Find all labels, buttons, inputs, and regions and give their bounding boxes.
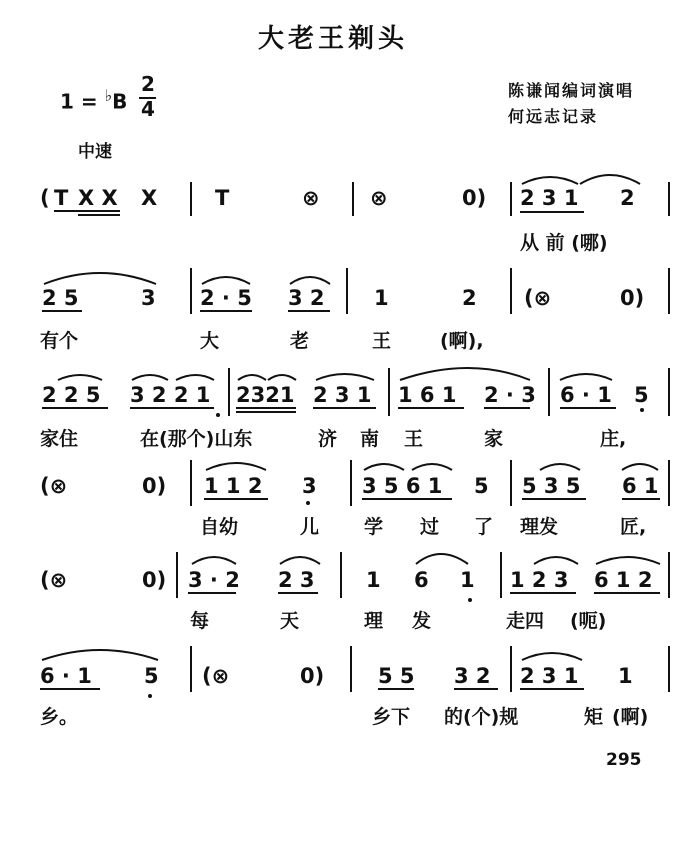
tempo-marking: 中速 <box>78 142 112 162</box>
note: (⊗ <box>524 286 552 310</box>
slur <box>416 554 468 564</box>
lyric: 济 <box>318 428 338 450</box>
note: 5 <box>474 474 489 498</box>
octave-dot <box>640 408 644 412</box>
note: 2 3 1 <box>520 664 579 688</box>
slur <box>534 557 578 564</box>
slur <box>290 277 330 284</box>
note: 1 <box>374 286 389 310</box>
note: 6 · 1 <box>560 383 612 407</box>
slur <box>412 464 452 470</box>
slur <box>400 368 530 380</box>
flat-symbol: ♭ <box>104 86 113 105</box>
lyric: 南 <box>360 428 380 450</box>
lyric: 庄, <box>600 428 627 450</box>
slur <box>192 557 236 564</box>
note: 5 <box>634 383 649 407</box>
note: 0) <box>300 664 325 688</box>
note: 5 <box>144 664 159 688</box>
slur <box>364 464 404 470</box>
note: ⊗ <box>302 186 320 210</box>
note: 2 <box>620 186 635 210</box>
octave-dot <box>216 413 220 417</box>
slur <box>622 464 658 470</box>
song-title: 大老王剃头 <box>258 24 409 54</box>
slur <box>132 375 168 380</box>
lyric: (啊) <box>612 706 649 728</box>
note: 2 · 5 <box>200 286 252 310</box>
lyric: (啊), <box>440 330 484 352</box>
slur <box>316 374 374 380</box>
note: (⊗ <box>40 474 68 498</box>
lyric: 老 <box>290 330 310 352</box>
time-sig-top: 2 <box>141 72 155 96</box>
page-number: 295 <box>606 750 642 770</box>
note: 3 2 <box>288 286 325 310</box>
lyric: 王 <box>372 330 392 352</box>
lyric: 在(那个)山东 <box>140 428 253 450</box>
lyric: 走四 <box>506 610 545 632</box>
note: 0) <box>620 286 645 310</box>
slur <box>238 375 266 380</box>
note: 5 5 <box>378 664 415 688</box>
note: 2321 <box>236 383 295 407</box>
slur <box>44 273 156 284</box>
lyric: 天 <box>280 610 300 632</box>
lyric: 理 <box>364 610 384 632</box>
note: (⊗ <box>202 664 230 688</box>
lyric: 每 <box>190 610 210 632</box>
credit-transcriber: 何远志记录 <box>508 107 599 126</box>
note: ⊗ <box>370 186 388 210</box>
lyric: 大 <box>200 330 220 352</box>
lyric: 家 <box>484 428 504 450</box>
octave-dot <box>148 694 152 698</box>
note: 6 · 1 <box>40 664 92 688</box>
lyric: 矩 <box>584 706 604 728</box>
note: 1 6 1 <box>398 383 457 407</box>
note: 0) <box>142 474 167 498</box>
note: (⊗ <box>40 568 68 592</box>
slur <box>58 375 102 380</box>
note: 2 <box>462 286 477 310</box>
note: 6 <box>414 568 429 592</box>
slur <box>268 375 296 380</box>
octave-dot <box>468 598 472 602</box>
key-prefix: 1 = <box>60 89 105 114</box>
note: 5 3 5 <box>522 474 581 498</box>
lyric: 匠, <box>620 516 647 538</box>
note: X <box>141 186 158 210</box>
lyric: 家住 <box>40 428 79 450</box>
slur <box>176 375 214 380</box>
slur <box>596 557 660 564</box>
note: 1 2 3 <box>510 568 569 592</box>
slur <box>206 463 266 470</box>
time-sig-bottom: 4 <box>141 97 155 121</box>
note: 3 <box>141 286 156 310</box>
octave-dot <box>306 501 310 505</box>
note: 0) <box>462 186 487 210</box>
note: ( <box>40 186 50 210</box>
note: 0) <box>142 568 167 592</box>
note: 1 1 2 <box>204 474 263 498</box>
note: 2 · 3 <box>484 383 536 407</box>
slur <box>560 374 612 380</box>
lyric: 过 <box>420 516 440 538</box>
lyric: 从 前 (哪) <box>520 232 608 254</box>
note: X X <box>78 186 118 210</box>
slur <box>280 557 320 564</box>
note: 3 5 6 1 <box>362 474 443 498</box>
lyric: 有个 <box>40 330 79 352</box>
key-note: B <box>112 89 128 114</box>
lyric: 理发 <box>520 516 559 538</box>
lyric: 的(个)规 <box>444 706 519 728</box>
note: 2 3 <box>278 568 315 592</box>
note: 6 1 <box>622 474 659 498</box>
lyric: 自幼 <box>200 516 239 538</box>
slur <box>580 175 640 184</box>
note: 3 · 2 <box>188 568 240 592</box>
note: 3 <box>302 474 317 498</box>
note: 2 5 <box>42 286 79 310</box>
note: 1 <box>618 664 633 688</box>
note: 3 2 <box>454 664 491 688</box>
lyric: 儿 <box>300 516 320 538</box>
note: 2 2 5 <box>42 383 101 407</box>
lyric: 了 <box>474 516 494 538</box>
slur <box>540 464 580 470</box>
credit-lyricist-singer: 陈谦闻编词演唱 <box>508 81 635 100</box>
note: 6 1 2 <box>594 568 653 592</box>
lyric: 发 <box>412 610 432 632</box>
lyric: 学 <box>364 516 384 538</box>
lyric: 乡下 <box>372 706 411 728</box>
lyric: 乡。 <box>40 706 79 728</box>
slur <box>522 653 582 660</box>
slur <box>42 650 158 660</box>
slur <box>202 277 250 284</box>
note: 1 <box>460 568 475 592</box>
lyric: (呃) <box>570 610 607 632</box>
note: 3 2 2 1 <box>130 383 211 407</box>
slur <box>522 177 578 184</box>
lyric: 王 <box>404 428 424 450</box>
note: T <box>54 186 69 210</box>
note: 2 3 1 <box>313 383 372 407</box>
note: 1 <box>366 568 381 592</box>
note: 2 3 1 <box>520 186 579 210</box>
note: T <box>215 186 230 210</box>
